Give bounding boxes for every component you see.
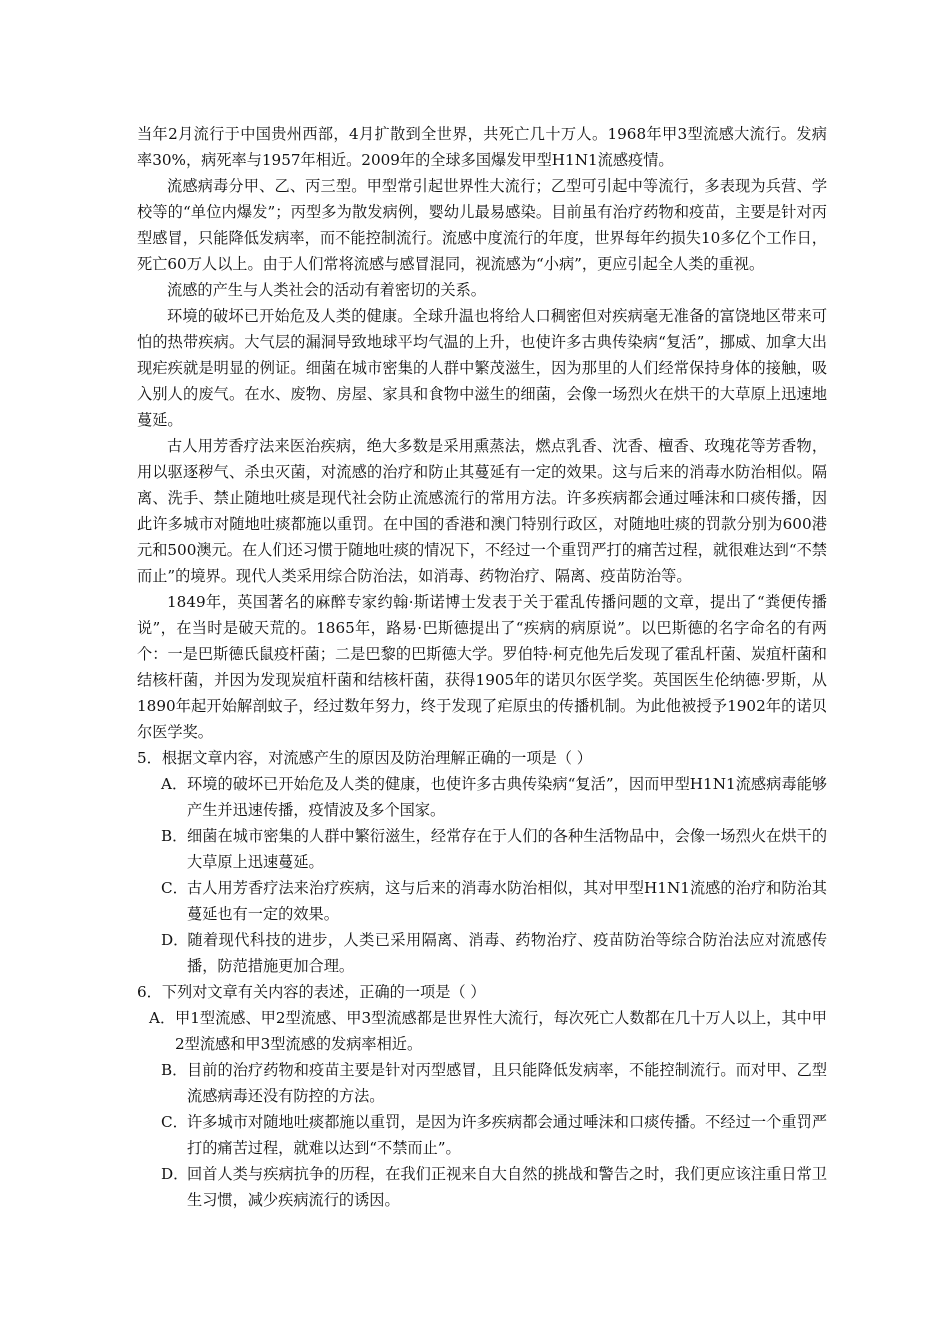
option-d[interactable] — [137, 927, 827, 979]
option-letter: B． — [161, 1061, 188, 1079]
option-text: 古人用芳香疗法来治疗疾病，这与后来的消毒水防治相似，其对甲型H1N1流感的治疗和防治其蔓延也有一定的效果。 — [187, 879, 827, 923]
option-text: 环境的破坏已开始危及人类的健康，也使许多古典传染病“复活”，因而甲型H1N1流感病毒能够产生并迅速传播，疫情波及多个国家。 — [187, 775, 827, 819]
option-letter: A． — [161, 775, 188, 793]
paragraph-5: 古人用芳香疗法来医治疾病，绝大多数是采用熏蒸法，燃点乳香、沈香、檀香、玫瑰花等芳香物，用以驱逐秽气、杀虫灭菌，对流感的治疗和防止其蔓延有一定的效果。这与后来的消毒水防治相似。隔离、洗手、禁止随地吐痰是现代社会防止流感流行的常用方法。许多疾病都会通过唾沫和口痰传播，因此许多城市对随地吐痰都施以重罚。在中国的香港和澳门特别行政区，对随地吐痰的罚款分别为600港元和500澳元。在人们还习惯于随地吐痰的情况下，不经过一个重罚严打的痛苦过程，就很难达到“不禁而止”的境界。现代人类采用综合防治法，如消毒、药物治疗、隔离、疫苗防治等。 — [137, 437, 827, 585]
option-letter: B． — [161, 827, 188, 845]
paragraph-4: 环境的破坏已开始危及人类的健康。全球升温也将给人口稠密但对疾病毫无准备的富饶地区带来可怕的热带疾病。大气层的漏洞导致地球平均气温的上升，也使许多古典传染病“复活”，挪威、加拿大出现疟疾就是明显的例证。细菌在城市密集的人群中繁茂滋生，因为那里的人们经常保持身体的接触，吸入别人的废气。在水、废物、房屋、家具和食物中滋生的细菌，会像一场烈火在烘干的大草原上迅速地蔓延。 — [137, 307, 827, 429]
option-b[interactable] — [137, 823, 827, 875]
option-a[interactable] — [137, 1005, 827, 1057]
paragraph-1: 当年2月流行于中国贵州西部，4月扩散到全世界，共死亡几十万人。1968年甲3型流感大流行。发病率30%，病死率与1957年相近。2009年的全球多国爆发甲型H1N1流感疫情。 — [137, 125, 827, 169]
question-stem: 6．下列对文章有关内容的表述，正确的一项是（ ） — [137, 983, 486, 1001]
option-letter: C． — [161, 879, 188, 897]
paragraph-2: 流感病毒分甲、乙、丙三型。甲型常引起世界性大流行；乙型可引起中等流行，多表现为兵营、学校等的“单位内爆发”；丙型多为散发病例，婴幼儿最易感染。目前虽有治疗药物和疫苗，主要是针对丙型感冒，只能降低发病率，而不能控制流行。流感中度流行的年度，世界每年约损失10多亿个工作日，死亡60万人以上。由于人们常将流感与感冒混同，视流感为“小病”，更应引起全人类的重视。 — [137, 177, 827, 273]
option-b[interactable] — [137, 1057, 827, 1109]
option-c[interactable] — [137, 1109, 827, 1161]
option-text: 细菌在城市密集的人群中繁衍滋生，经常存在于人们的各种生活物品中，会像一场烈火在烘干的大草原上迅速蔓延。 — [187, 827, 827, 871]
document-body — [137, 121, 827, 1213]
question-5 — [137, 745, 827, 979]
option-letter: A． — [149, 1009, 176, 1027]
paragraph-3: 流感的产生与人类社会的活动有着密切的关系。 — [167, 281, 486, 299]
paragraph-6: 1849年，英国著名的麻醉专家约翰·斯诺博士发表于关于霍乱传播问题的文章，提出了“粪便传播说”，在当时是破天荒的。1865年，路易·巴斯德提出了“疾病的病原说”。以巴斯德的名字命名的有两个：一是巴斯德氏鼠疫杆菌；二是巴黎的巴斯德大学。罗伯特·柯克他先后发现了霍乱杆菌、炭疽杆菌和结核杆菌，并因为发现炭疽杆菌和结核杆菌，获得1905年的诺贝尔医学奖。英国医生伦纳德·罗斯，从1890年起开始解剖蚊子，经过数年努力，终于发现了疟原虫的传播机制。为此他被授予1902年的诺贝尔医学奖。 — [137, 593, 827, 741]
option-text: 甲1型流感、甲2型流感、甲3型流感都是世界性大流行，每次死亡人数都在几十万人以上，其中甲2型流感和甲3型流感的发病率相近。 — [175, 1009, 827, 1053]
question-stem: 5．根据文章内容，对流感产生的原因及防治理解正确的一项是（ ） — [137, 749, 592, 767]
option-text: 回首人类与疾病抗争的历程，在我们正视来自大自然的挑战和警告之时，我们更应该注重日常卫生习惯，减少疾病流行的诱因。 — [187, 1165, 827, 1209]
option-letter: C． — [161, 1113, 188, 1131]
option-text: 随着现代科技的进步，人类已采用隔离、消毒、药物治疗、疫苗防治等综合防治法应对流感传播，防范措施更加合理。 — [187, 931, 827, 975]
option-letter: D． — [161, 1165, 189, 1183]
option-text: 目前的治疗药物和疫苗主要是针对丙型感冒，且只能降低发病率，不能控制流行。而对甲、乙型流感病毒还没有防控的方法。 — [187, 1061, 827, 1105]
option-a[interactable] — [137, 771, 827, 823]
option-d[interactable] — [137, 1161, 827, 1213]
option-letter: D． — [161, 931, 189, 949]
option-c[interactable] — [137, 875, 827, 927]
question-6 — [137, 979, 827, 1213]
option-text: 许多城市对随地吐痰都施以重罚，是因为许多疾病都会通过唾沫和口痰传播。不经过一个重罚严打的痛苦过程，就难以达到“不禁而止”。 — [187, 1113, 827, 1157]
